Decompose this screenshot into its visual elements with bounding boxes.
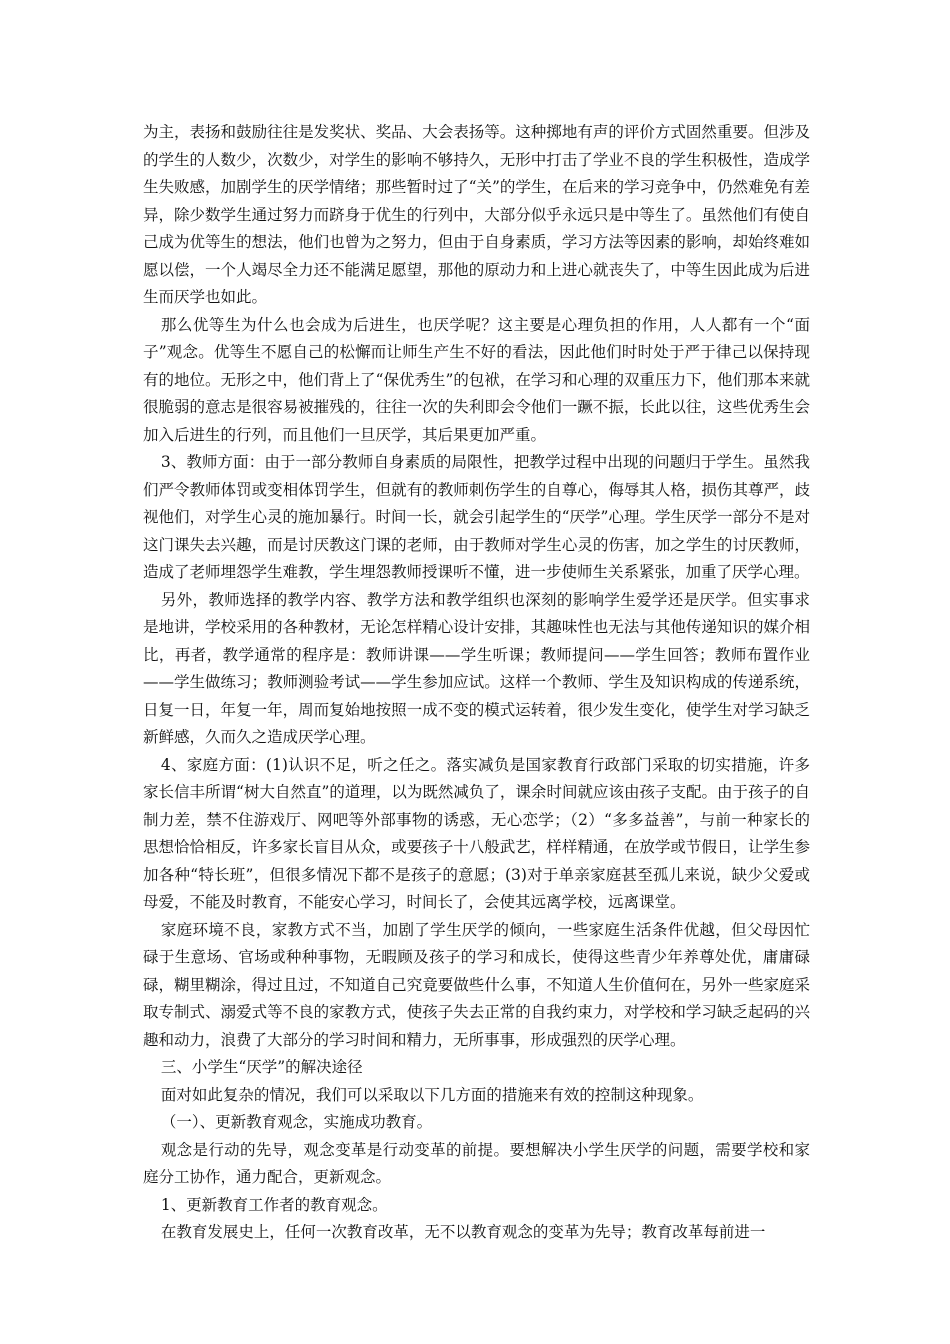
- subheading-educators: 1、更新教育工作者的教育观念。: [160, 1195, 388, 1214]
- document-page: [143, 119, 810, 1247]
- paragraph-family-aspect: 4、家庭方面：(1)认识不足，听之任之。落实减负是国家教育行政部门采取的切实措施，许多家长信丰所谓“树大自然直”的道理，以为既然减负了，课余时间就应该由孩子支配。由于孩子的自制力差，禁不住游戏厅、网吧等外部事物的诱惑，无心恋学；（2）“多多益善”，与前一种家长的思想恰恰相反，许多家长盲目从众，或要孩子十八般武艺，样样精通，在放学或节假日，让学生参加各种“特长班”，但很多情况下都不是孩子的意愿；(3)对于单亲家庭甚至孤儿来说，缺少父爱或母爱，不能及时教育，不能安心学习，时间长了，会使其远离学校，远离课堂。: [143, 755, 810, 911]
- section-heading-solutions: 三、小学生“厌学”的解决途径: [160, 1058, 363, 1076]
- paragraph-intro-continuation: 为主，表扬和鼓励往往是发奖状、奖品、大会表扬等。这种掷地有声的评价方式固然重要。但涉及的学生的人数少，次数少，对学生的影响不够持久，无形中打击了学业不良的学生积极性，造成学生失败感，加剧学生的厌学情绪；那些暂时过了“关”的学生，在后来的学习竞争中，仍然难免有差异，除少数学生通过努力而跻身于优生的行列中，大部分似乎永远只是中等生了。虽然他们有使自己成为优等生的想法，他们也曾为之努力，但由于自身素质，学习方法等因素的影响，却始终难如愿以偿，一个人竭尽全力还不能满足愿望，那他的原动力和上进心就丧失了，中等生因此成为后进生而厌学也如此。: [143, 123, 810, 306]
- subheading-update-concepts: （一）、更新教育观念，实施成功教育。: [160, 1113, 433, 1131]
- paragraph-education-history: 在教育发展史上，任何一次教育改革，无不以教育观念的变革为先导；教育改革每前进一: [160, 1223, 766, 1241]
- paragraph-top-students: 那么优等生为什么也会成为后进生，也厌学呢？这主要是心理负担的作用，人人都有一个“面子”观念。优等生不愿自己的松懈而让师生产生不好的看法，因此他们时时处于严于律己以保持现有的地位。无形之中，他们背上了“保优秀生”的包袱，在学习和心理的双重压力下，他们那本来就很脆弱的意志是很容易被摧残的，往往一次的失利即会令他们一蹶不振，长此以往，这些优秀生会加入后进生的行列，而且他们一旦厌学，其后果更加严重。: [143, 315, 810, 444]
- paragraph-teacher-aspect: 3、教师方面：由于一部分教师自身素质的局限性，把教学过程中出现的问题归于学生。虽然我们严令教师体罚或变相体罚学生，但就有的教师刺伤学生的自尊心，侮辱其人格，损伤其尊严，歧视他们，对学生心灵的施加暴行。时间一长，就会引起学生的“厌学”心理。学生厌学一部分不是对这门课失去兴趣，而是讨厌教这门课的老师，由于教师对学生心灵的伤害，加之学生的讨厌教师，造成了老师埋怨学生难教，学生埋怨教师授课听不懂，进一步使师生关系紧张，加重了厌学心理。: [143, 453, 810, 581]
- paragraph-concept-guide: 观念是行动的先导，观念变革是行动变革的前提。要想解决小学生厌学的问题，需要学校和家庭分工协作，通力配合，更新观念。: [143, 1140, 810, 1186]
- paragraph-measures-intro: 面对如此复杂的情况，我们可以采取以下几方面的措施来有效的控制这种现象。: [160, 1085, 704, 1104]
- paragraph-teaching-content: 另外，教师选择的教学内容、教学方法和教学组织也深刻的影响学生爱学还是厌学。但实事求是地讲，学校采用的各种教材，无论怎样精心设计安排，其趣味性也无法与其他传递知识的媒介相比，再者，教学通常的程序是：教师讲课——学生听课；教师提问——学生回答；教师布置作业——学生做练习；教师测验考试——学生参加应试。这样一个教师、学生及知识构成的传递系统，日复一日，年复一年，周而复始地按照一成不变的模式运转着，很少发生变化，使学生对学习缺乏新鲜感，久而久之造成厌学心理。: [143, 590, 810, 746]
- paragraph-family-environment: 家庭环境不良，家教方式不当，加剧了学生厌学的倾向，一些家庭生活条件优越，但父母因忙碌于生意场、官场或种种事物，无暇顾及孩子的学习和成长，使得这些青少年养尊处优，庸庸碌碌，糊里糊涂，得过且过，不知道自己究竟要做些什么事，不知道人生价值何在，另外一些家庭采取专制式、溺爱式等不良的家教方式，使孩子失去正常的自我约束力，对学校和学习缺乏起码的兴趣和动力，浪费了大部分的学习时间和精力，无所事事，形成强烈的厌学心理。: [143, 920, 810, 1049]
